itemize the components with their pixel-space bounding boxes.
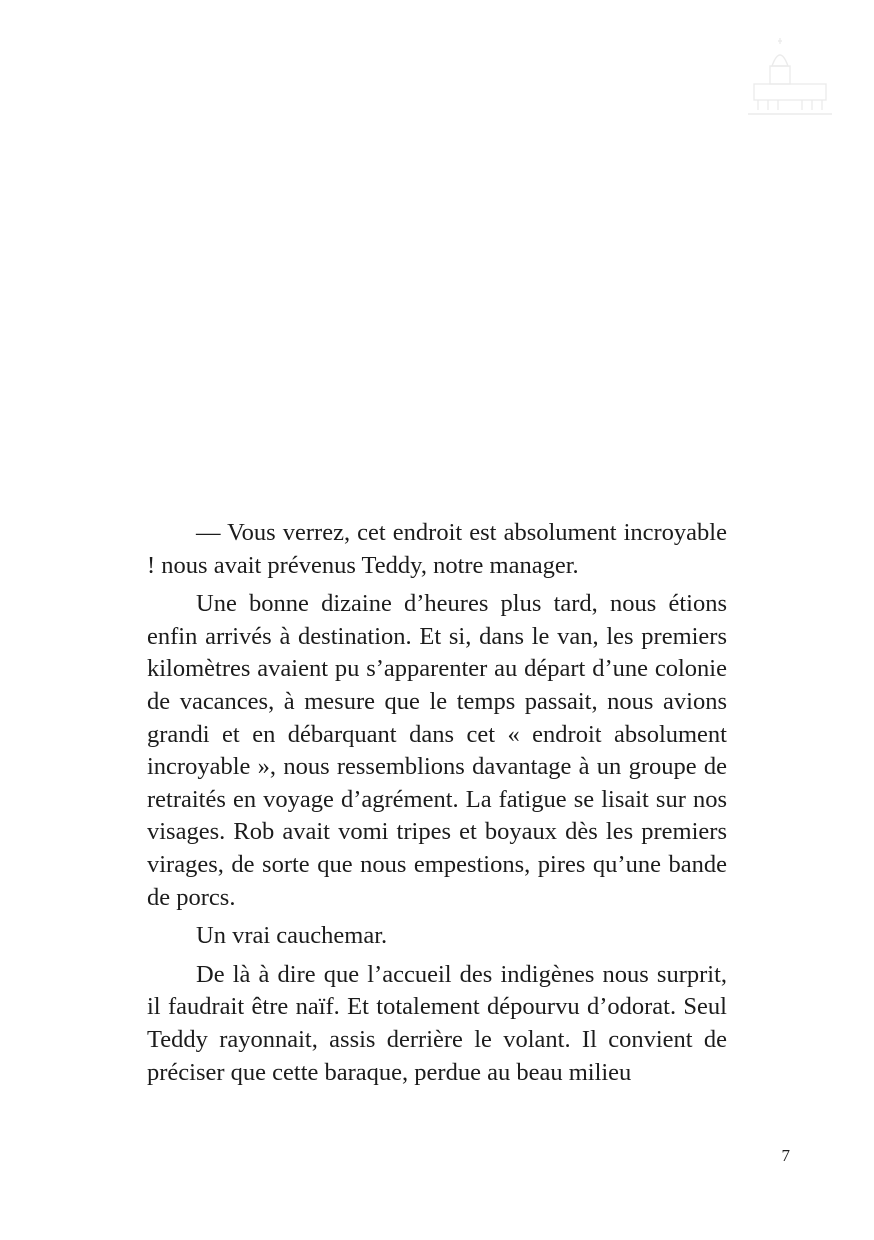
page-number: 7 [781,1146,790,1165]
paragraph: De là à dire que l’accueil des indigènes nous surprit, il faudrait être naïf. Et totalement dépourvu d’odorat. Seul Teddy rayonnait, assis derrière le volant. Il convient de préciser que cette baraque, perdue au beau milieu [147,960,727,1086]
body-text [147,517,727,1095]
paragraph: Une bonne dizaine d’heures plus tard, nous étions enfin arrivés à destination. Et si, dans le van, les premiers kilomètres avaient pu s’apparenter au départ d’une colonie de vacances, à mesure que le temps passait, nous avions grandi et en débarquant dans cet « endroit absolument incroyable », nous ressemblions davantage à un groupe de retraités en voyage d’agrément. La fatigue se lisait sur nos visages. Rob avait vomi tripes et boyaux dès les premiers virages, de sorte que nous empestions, pires qu’une bande de porcs. [147,590,727,911]
paragraph: Un vrai cauchemar. [196,922,388,950]
paragraph: — Vous verrez, cet endroit est absolument incroyable ! nous avait prévenus Teddy, notre manager. [147,519,727,579]
building-watermark-icon [744,30,836,122]
